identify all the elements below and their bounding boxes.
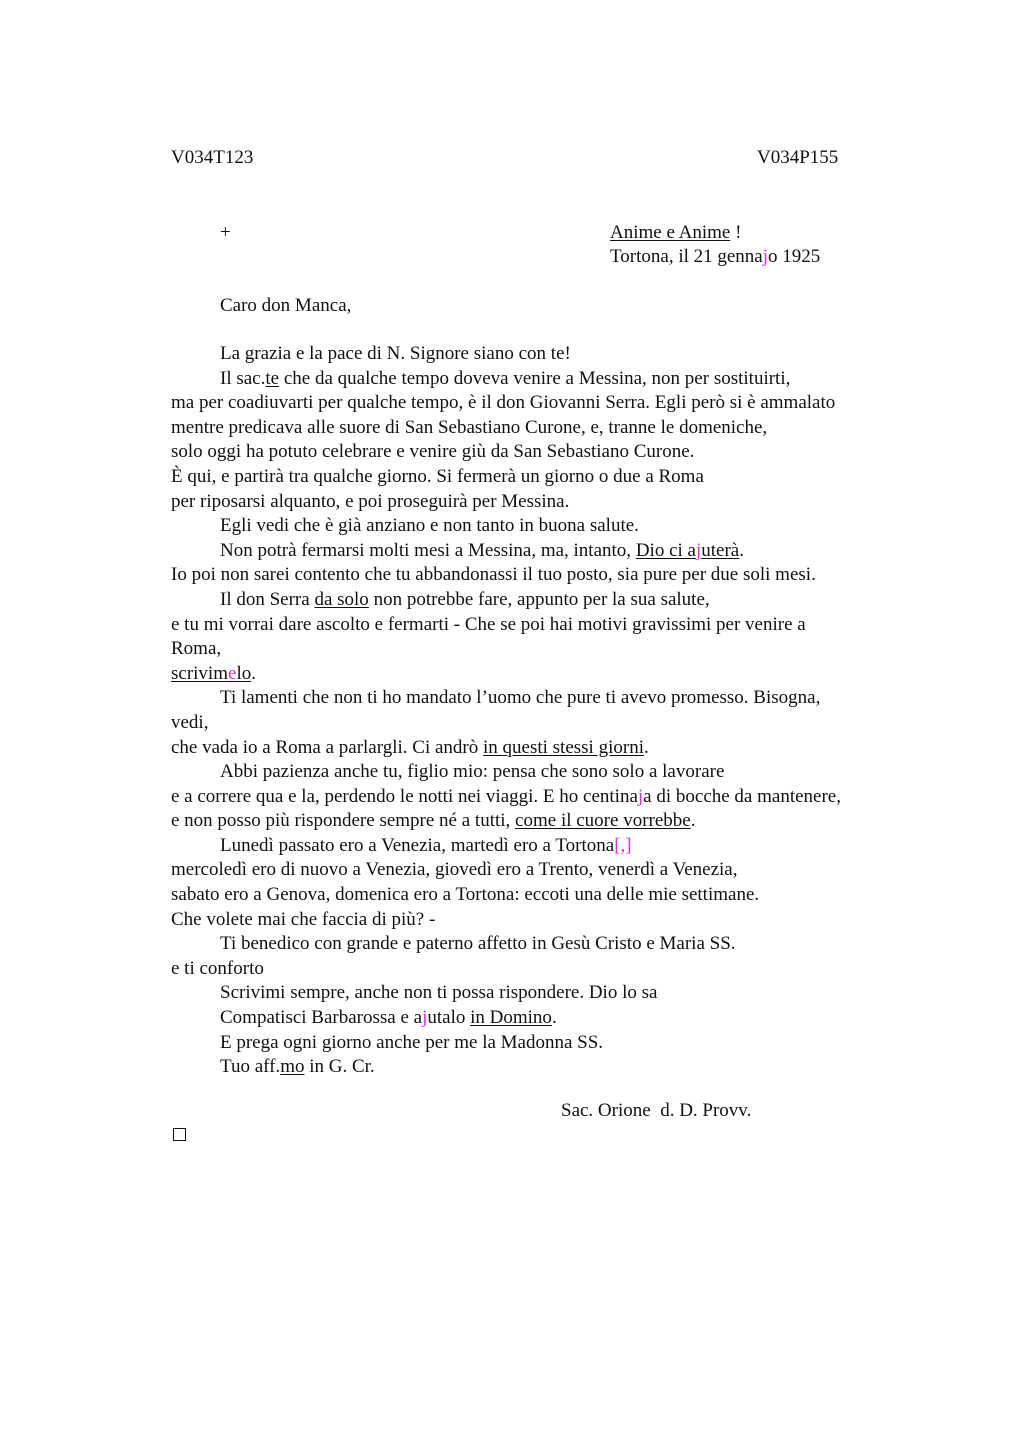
end-of-document-box (173, 1128, 186, 1141)
motto: Anime e Anime ! (610, 222, 742, 243)
text-line: e non posso più rispondere sempre né a tutti, come il cuore vorrebbe. (171, 810, 696, 832)
text-line: È qui, e partirà tra qualche giorno. Si fermerà un giorno o due a Roma (171, 465, 704, 487)
document-code-left: V034T123 (171, 147, 254, 168)
editorial-letter: e (228, 662, 237, 684)
text-line: e a correre qua e la, perdendo le notti nei viaggi. E ho centinaja di bocche da mantenere, (171, 785, 841, 807)
text-line: Egli vedi che è già anziano e non tanto in buona salute. (220, 515, 639, 537)
text-line: solo oggi ha potuto celebrare e venire giù da San Sebastiano Curone. (171, 441, 695, 463)
text-line: mentre predicava alle suore di San Sebastiano Curone, e, tranne le domeniche, (171, 416, 768, 438)
text-line: La grazia e la pace di N. Signore siano con te! (220, 343, 571, 364)
text-line: Io poi non sarei contento che tu abbandonassi il tuo posto, sia pure per due soli mesi. (171, 564, 816, 586)
text-line: sabato ero a Genova, domenica ero a Tortona: eccoti una delle mie settimane. (171, 884, 760, 906)
signature: Sac. Orione d. D. Provv. (561, 1100, 752, 1121)
text-line: che vada io a Roma a parlargli. Ci andrò in questi stessi giorni. (171, 736, 649, 758)
editorial-letter: j (762, 246, 769, 267)
text-line: Scrivimi sempre, anche non ti possa rispondere. Dio lo sa (220, 982, 658, 1004)
editorial-letter: j (637, 785, 644, 807)
salutation: Caro don Manca, (220, 295, 352, 316)
editorial-letter: j (422, 1007, 428, 1029)
text-line: Il don Serra da solo non potrebbe fare, appunto per la sua salute, (220, 588, 710, 610)
document-code-right: V034P155 (757, 147, 839, 168)
editorial-insertion: [,] (614, 834, 632, 856)
text-line: Lunedì passato ero a Venezia, martedì ero a Tortona[,] (220, 834, 632, 856)
editorial-letter: j (695, 539, 702, 561)
text-line: Ti lamenti che non ti ho mandato l’uomo che pure ti avevo promesso. Bisogna, (220, 687, 821, 709)
text-line: E prega ogni giorno anche per me la Madonna SS. (220, 1031, 604, 1053)
cross-mark: + (220, 222, 231, 243)
date-line: Tortona, il 21 gennajo 1925 (610, 246, 821, 267)
text-line: per riposarsi alquanto, e poi proseguirà per Messina. (171, 490, 570, 512)
text-line: e ti conforto (171, 957, 264, 979)
text-line: Il sac.te che da qualche tempo doveva venire a Messina, non per sostituirti, (220, 367, 791, 389)
text-line: Che volete mai che faccia di più? - (171, 908, 436, 930)
text-line: Abbi pazienza anche tu, figlio mio: pensa che sono solo a lavorare (220, 761, 725, 783)
text-line: Roma, (171, 638, 222, 660)
text-line: vedi, (171, 711, 209, 733)
text-line: Non potrà fermarsi molti mesi a Messina, ma, intanto, Dio ci ajuterà. (220, 539, 744, 561)
text-line: mercoledì ero di nuovo a Venezia, giovedì ero a Trento, venerdì a Venezia, (171, 859, 738, 881)
text-line: Compatisci Barbarossa e ajutalo in Domino. (220, 1007, 557, 1029)
letter-body (171, 342, 906, 1080)
text-line: Tuo aff.mo in G. Cr. (220, 1056, 375, 1078)
text-line: Ti benedico con grande e paterno affetto in Gesù Cristo e Maria SS. (220, 933, 736, 955)
text-line: e tu mi vorrai dare ascolto e fermarti - Che se poi hai motivi gravissimi per venire a (171, 613, 806, 635)
text-line: ma per coadiuvarti per qualche tempo, è il don Giovanni Serra. Egli però si è ammalato (171, 392, 836, 414)
text-line: scrivimelo. (171, 662, 256, 684)
